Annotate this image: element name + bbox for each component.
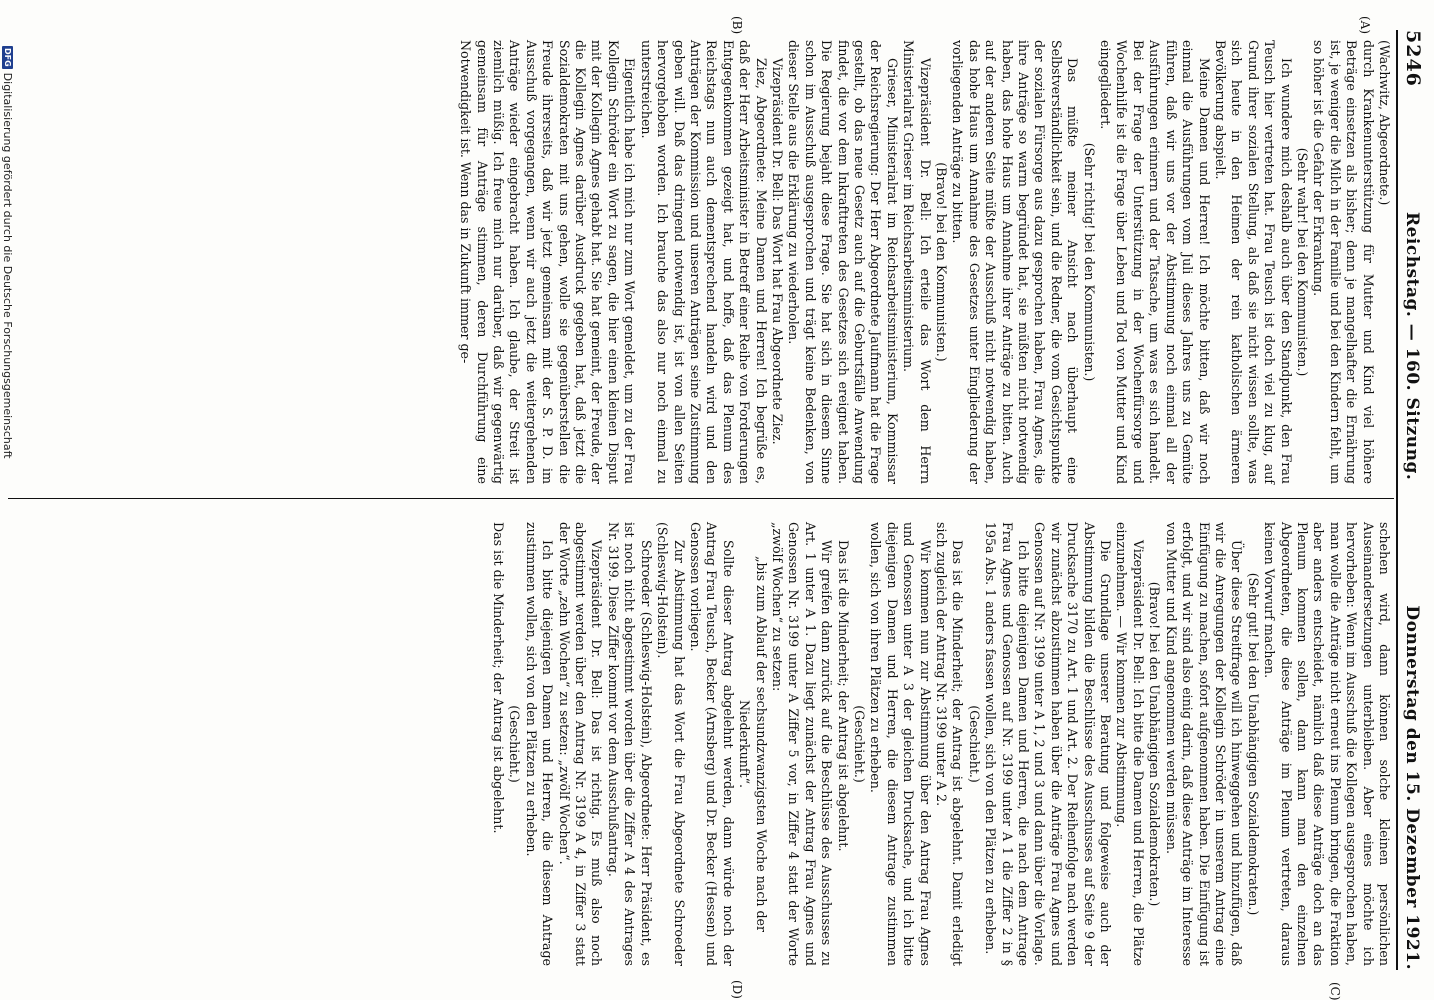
- paragraph: Meine Damen und Herren! Ich möchte bitten, daß wir noch einmal die Ausführungen vom Juli dieses Jahres uns zu Gemüte führen, daß wir uns vor der Abstimmung noch einmal all der Ausführungen erinnern und der Tatsache, um was es sich handelt. Bei der Frage der Unterstützung in der Wochenfürsorge und Wochenhilfe ist die Frage über Leben und Tod von Mutter und Kind eingegliedert.: [1098, 40, 1212, 484]
- paragraph: Über diese Streitfrage will ich hinweggehen und hinzufügen, daß wir die Anregungen der Kollegin Schröder in unserem Antrag eine Einfügung zu machen, sofort aufgenommen haben. Die Einfügung ist erfolgt, und wir sind also einig darin, daß diese Anträge im Interesse von Mutter und Kind angenommen werden müssen.: [1163, 522, 1245, 966]
- paragraph: Eigentlich habe ich mich nur zum Wort gemeldet, um zu der Frau Kollegin Schröder ein Wort zu sagen, die hier einen kleinen Disput mit der Kollegin Agnes gehabt hat. Sie hat gemeint, der Freude, der die Kollegin Agnes darüber Ausdruck gegeben hat, daß jetzt die Sozialdemokraten mit uns gehen, wolle sie gegenüberstellen die Freude ihrerseits, daß wir jetzt gemeinsam mit der S. P. D. im Ausschuß vorgegangen, wenn wir auch jetzt die weitergehenden Anträge wieder eingebracht haben. Ich glaube, der Streit ist ziemlich müßig. Ich freue mich nur darüber, daß wir gegenwärtig gemeinsam für Anträge stimmen, deren Durchführung eine Notwendigkeit ist. Wenn das in Zukunft immer ge-: [458, 40, 638, 484]
- right-column: [490, 522, 1392, 966]
- paragraph: Das ist die Minderheit; der Antrag ist abgelehnt.: [835, 540, 851, 852]
- running-header: [1402, 30, 1428, 970]
- paragraph: Vizepräsident Dr. Bell: Das Wort hat Frau Abgeordnete Ziez.: [769, 58, 785, 445]
- paragraph: Schroeder (Schleswig-Holstein), Abgeordnete: Herr Präsident, es ist noch nicht abgestimmt worden über die Ziffer A 4 des Antrages Nr. 3199. Diese Ziffer kommt vor dem Ausschußantrag.: [605, 522, 654, 966]
- header-title: Reichstag. — 160. Sitzung.: [1402, 211, 1422, 481]
- interjection: (Geschieht.): [507, 705, 523, 783]
- paragraph: Das müßte meiner Ansicht nach überhaupt eine Selbstverständlichkeit sein, und die Redner, die vom Gesichtspunkte der sozialen Fürsorge aus dazu gesprochen haben, Frau Agnes, die ihre Anträge so warm begründet hat, sie müßten nicht notwendig haben, das hohe Haus um Annahme ihrer Anträge zu bitten. Auch auf der anderen Seite müßte der Ausschuß nicht notwendig haben, das hohe Haus um Annahme des Gesetzes unter Eingliederung der vorliegenden Anträge zu bitten.: [950, 40, 1081, 484]
- interjection: (Bravo! bei den Unabhängigen Sozialdemokraten.): [1147, 581, 1163, 907]
- paragraph: schehen wird, dann können solche kleinen persönlichen Auseinandersetzungen unterbleiben. Aber eines möchte ich hervorheben: Wenn im Ausschuß die Kollegen ausgesprochen haben, man wolle die Anträge nicht erneut ins Plenum bringen, die Fraktion aber anders entscheidet, nämlich daß diese Anträge doch an das Plenum kommen sollen, dann kann man den einzelnen Abgeordneten, die diese Anträge im Plenum vertreten, daraus keinen Vorwurf machen.: [1262, 522, 1392, 966]
- interjection: (Sehr gut! bei den Unabhängigen Sozialdemokraten.): [1245, 572, 1261, 916]
- header-date: Donnerstag den 15. Dezember 1921.: [1402, 605, 1422, 970]
- left-column: [457, 40, 1392, 484]
- interjection: (Geschieht.): [852, 705, 867, 783]
- paragraph: Sollte dieser Antrag abgelehnt werden, dann würde noch der Antrag Frau Teusch, Becker (Arnsberg) und Dr. Becker (Hessen) und Genossen vorliegen.: [687, 522, 736, 966]
- margin-mark-d: (D): [730, 980, 744, 999]
- paragraph: Das ist die Minderheit; der Antrag ist abgelehnt.: [491, 522, 507, 834]
- paragraph: Ich bitte diejenigen Damen und Herren, die nach dem Antrage Frau Agnes und Genossen auf Nr. 3199 unter A 1 die Ziffer 2 in § 195a Abs. 1 anders fassen wollen, sich von den Plätzen zu erheben.: [983, 522, 1032, 966]
- paragraph: durch Krankenunterstützung für Mutter und Kind viel höhere Beträge einsetzen als bisher; denn je mangelhafter die Ernährung ist, je weniger die Milch in der Familie und bei den Kindern fehlt, um so höher ist die Gefahr der Erkrankung.: [1311, 40, 1376, 484]
- paragraph: Vizepräsident Dr. Bell: Das ist richtig. Es muß also noch abgestimmt werden über den Antrag Nr. 3199 A 4, in Ziffer 3 statt der Worte „zehn Wochen“ zu setzen: „zwölf Wochen“.: [556, 522, 605, 966]
- paragraph: Das ist die Minderheit; der Antrag ist abgelehnt. Damit erledigt sich zugleich der Antrag Nr. 3199 unter A 2.: [934, 522, 966, 966]
- interjection: (Sehr richtig! bei den Kommunisten.): [1081, 142, 1097, 382]
- interjection: (Sehr wahr! bei den Kommunisten.): [1294, 147, 1310, 377]
- interjection: „bis zum Ablauf der sechsundzwanzigsten Woche nach der Niederkunft“.: [737, 555, 769, 933]
- paragraph: Ich wundere mich deshalb auch über den Standpunkt, den Frau Teusch hier vertreten hat. Frau Teusch ist doch viel zu klug, auf Grund ihrer sozialen Stellung, als daß sie nicht wissen sollte, was sich heute in den Heimen der rein katholischen ärmeren Bevölkerung abspielt.: [1212, 40, 1294, 484]
- paragraph: Vizepräsident Dr. Bell: Ich bitte die Damen und Herren, die Plätze einzunehmen. — Wir kommen zur Abstimmung.: [1114, 522, 1146, 966]
- dfg-logo: DFG: [3, 48, 13, 67]
- paragraph: Wir greifen dann zurück auf die Beschlüsse des Ausschusses zu Art. 1 unter A 1. Dazu liegt zunächst der Antrag Frau Agnes und Genossen Nr. 3199 unter A Ziffer 5 vor, in Ziffer 4 statt der Worte „zwölf Wochen“ zu setzen:: [769, 522, 835, 966]
- page-number: 5246: [1402, 30, 1424, 87]
- paragraph: (Wachwitz, Abgeordnete.): [1377, 40, 1392, 206]
- header-rule: [1396, 30, 1398, 970]
- margin-mark-c: (C): [1328, 982, 1342, 1001]
- interjection: (Geschieht.): [966, 705, 982, 783]
- paragraph: Ziez, Abgeordnete: Meine Damen und Herren! Ich begrüße es, daß der Herr Arbeitsminister in Betreff einer Reihe von Forderungen Entgegenkommen gezeigt hat, und hoffe, daß das Plenum des Reichstags nun auch dementsprechend handeln wird und den Anträgen der Kommission und unseren Anträgen seine Zustimmung geben will. Daß das dringend notwendig ist, ist von allen Seiten hervorgehoben worden. Ich brauche das also nur noch einmal zu unterstreichen.: [638, 40, 769, 484]
- interjection: (Bravo! bei den Kommunisten.): [934, 162, 950, 362]
- margin-mark-b: (B): [730, 16, 744, 35]
- paragraph: Zur Abstimmung hat das Wort die Frau Abgeordnete Schroeder (Schleswig-Holstein).: [655, 522, 687, 966]
- paragraph: Grieser, Ministerialrat im Reichsarbeitsministerium, Kommissar der Reichsregierung: Der Herr Abgeordnete Jaufmann hat die Frage gestellt, ob das neue Gesetz auch auf die Geburtsfälle Anwendung findet, die vor dem Inkrafttreten des Gesetzes sich ereignet haben. Die Regierung bejaht diese Frage. Sie hat sich in diesem Sinne schon im Ausschuß ausgesprochen und trägt keine Bedenken, von dieser Stelle aus die Erklärung zu wiederholen.: [786, 40, 900, 484]
- margin-mark-a: (A): [1358, 16, 1372, 35]
- column-divider: [8, 498, 1394, 499]
- footer-credit: [0, 46, 18, 459]
- paragraph: Die Grundlage unserer Beratung und folgeweise auch der Abstimmung bilden die Beschlüsse des Ausschusses auf Seite 9 der Drucksache 3170 zu Art. 1 und Art. 2. Der Reihenfolge nach werden wir zunächst abzustimmen haben über die Anträge Frau Agnes und Genossen auf Nr. 3199 unter A 1, 2 und 3 und dann über die Vorlage.: [1032, 522, 1114, 966]
- paragraph: Vizepräsident Dr. Bell: Ich erteile das Wort dem Herrn Ministerialrat Grieser im Reichsarbeitsministerium.: [901, 40, 933, 484]
- paragraph: Ich bitte diejenigen Damen und Herren, die diesem Antrage zustimmen wollen, sich von den Plätzen zu erheben.: [523, 522, 556, 966]
- footer-text: Digitalisierung gefördert durch die Deutsche Forschungsgemeinschaft: [1, 72, 15, 459]
- paragraph: Wir kommen nun zur Abstimmung über den Antrag Frau Agnes und Genossen unter A 3 der gleichen Drucksache, und ich bitte diejenigen Damen und Herren, die diesem Antrage zustimmen wollen, sich von ihren Plätzen zu erheben.: [868, 522, 933, 966]
